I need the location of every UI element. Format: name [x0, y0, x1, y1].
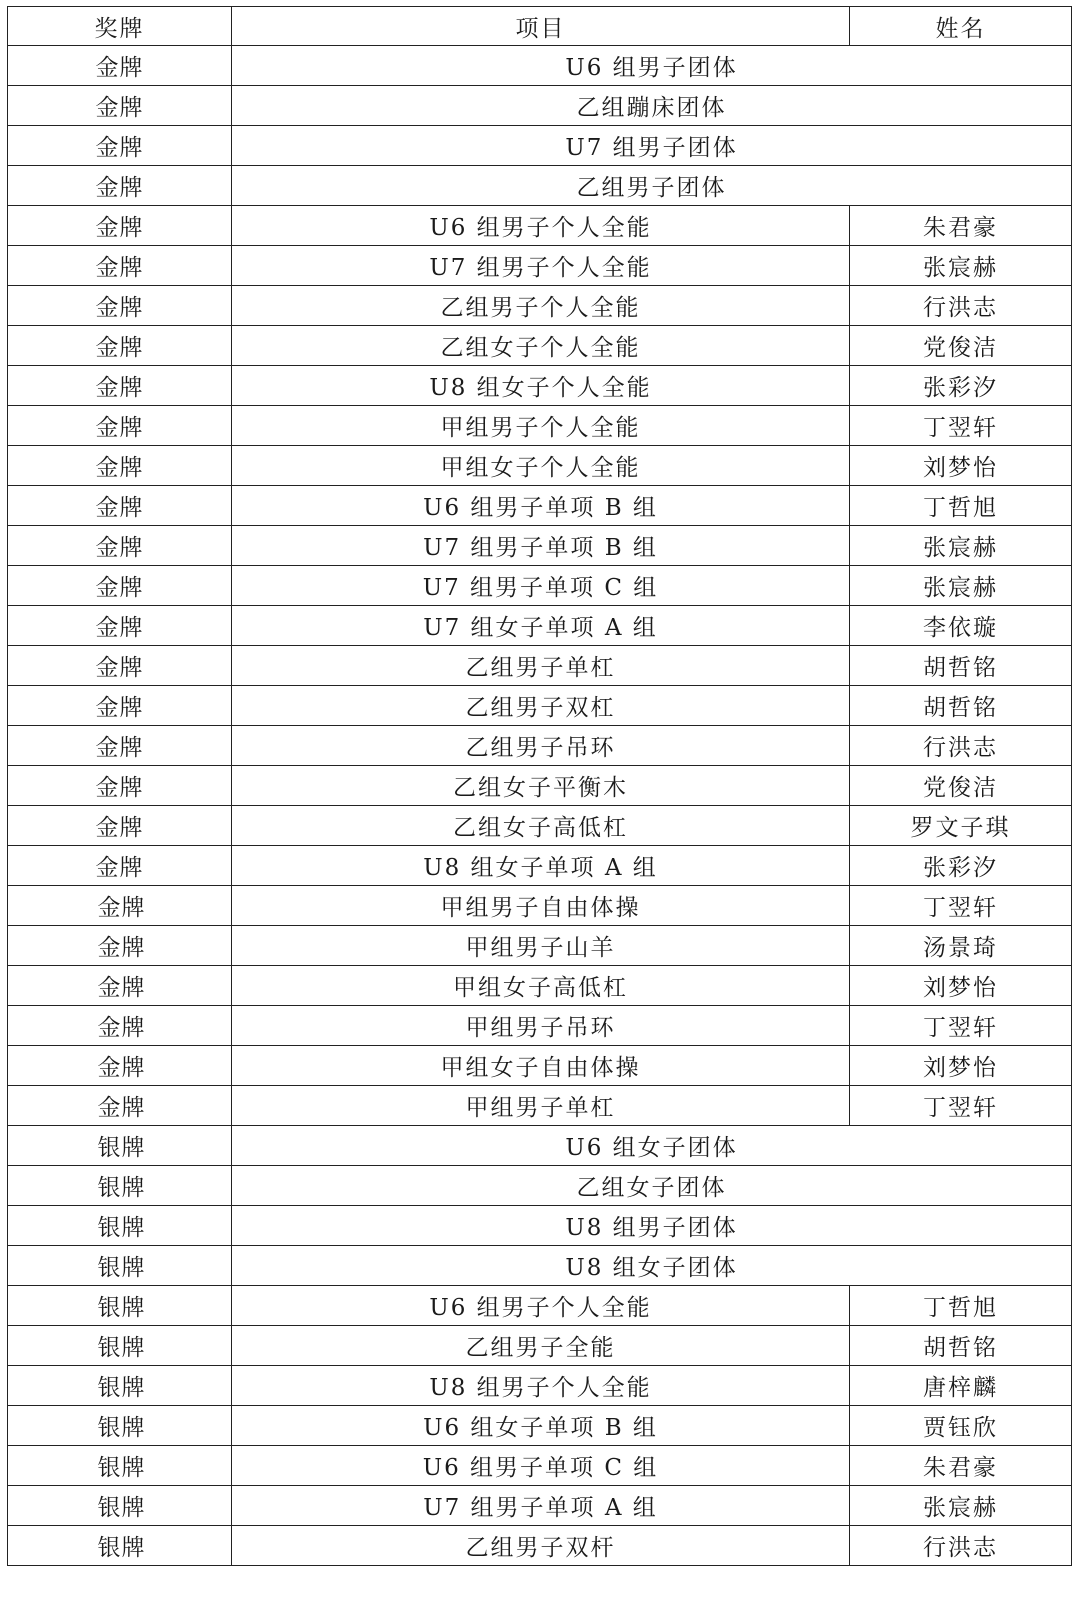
name-cell: 张宸赫 — [850, 566, 1072, 606]
medal-cell: 金牌 — [8, 86, 232, 126]
medal-cell: 金牌 — [8, 46, 232, 86]
medal-cell: 金牌 — [8, 206, 232, 246]
name-cell: 丁翌轩 — [850, 406, 1072, 446]
event-cell: U7 组男子个人全能 — [232, 246, 850, 286]
medal-cell: 金牌 — [8, 926, 232, 966]
event-cell: U7 组男子单项 A 组 — [232, 1486, 850, 1526]
name-cell: 丁哲旭 — [850, 486, 1072, 526]
event-cell: 乙组女子团体 — [232, 1166, 1072, 1206]
table-row — [8, 846, 1072, 886]
table-row — [8, 766, 1072, 806]
event-cell: 甲组男子山羊 — [232, 926, 850, 966]
table-row — [8, 926, 1072, 966]
name-cell: 行洪志 — [850, 1526, 1072, 1566]
event-cell: U8 组男子个人全能 — [232, 1366, 850, 1406]
name-cell: 罗文子琪 — [850, 806, 1072, 846]
table-row — [8, 1326, 1072, 1366]
medal-cell: 银牌 — [8, 1406, 232, 1446]
medal-cell: 金牌 — [8, 1046, 232, 1086]
table-row — [8, 566, 1072, 606]
event-cell: U7 组男子单项 B 组 — [232, 526, 850, 566]
name-cell: 行洪志 — [850, 726, 1072, 766]
name-cell: 张宸赫 — [850, 246, 1072, 286]
medal-cell: 金牌 — [8, 806, 232, 846]
event-cell: 乙组蹦床团体 — [232, 86, 1072, 126]
table-row — [8, 646, 1072, 686]
medal-cell: 金牌 — [8, 446, 232, 486]
table-row — [8, 446, 1072, 486]
event-cell: U8 组女子团体 — [232, 1246, 1072, 1286]
table-row — [8, 1406, 1072, 1446]
table-row — [8, 606, 1072, 646]
table-row — [8, 206, 1072, 246]
medal-cell: 金牌 — [8, 766, 232, 806]
event-cell: 乙组男子双杆 — [232, 1526, 850, 1566]
name-cell: 李依璇 — [850, 606, 1072, 646]
header-event: 项目 — [232, 7, 850, 46]
medal-cell: 金牌 — [8, 1006, 232, 1046]
table-row — [8, 526, 1072, 566]
event-cell: U7 组男子单项 C 组 — [232, 566, 850, 606]
medal-cell: 金牌 — [8, 886, 232, 926]
medal-cell: 金牌 — [8, 166, 232, 206]
table-row — [8, 1246, 1072, 1286]
medal-cell: 银牌 — [8, 1326, 232, 1366]
name-cell: 丁翌轩 — [850, 1006, 1072, 1046]
event-cell: U8 组女子个人全能 — [232, 366, 850, 406]
event-cell: U6 组男子单项 C 组 — [232, 1446, 850, 1486]
medal-cell: 金牌 — [8, 126, 232, 166]
name-cell: 刘梦怡 — [850, 966, 1072, 1006]
name-cell: 张宸赫 — [850, 526, 1072, 566]
event-cell: 乙组男子单杠 — [232, 646, 850, 686]
name-cell: 党俊洁 — [850, 766, 1072, 806]
event-cell: 乙组男子双杠 — [232, 686, 850, 726]
name-cell: 张宸赫 — [850, 1486, 1072, 1526]
event-cell: 乙组男子个人全能 — [232, 286, 850, 326]
medal-cell: 金牌 — [8, 526, 232, 566]
name-cell: 胡哲铭 — [850, 686, 1072, 726]
name-cell: 刘梦怡 — [850, 446, 1072, 486]
medal-table — [7, 6, 1072, 1566]
name-cell: 丁翌轩 — [850, 886, 1072, 926]
event-cell: 乙组男子团体 — [232, 166, 1072, 206]
name-cell: 唐梓麟 — [850, 1366, 1072, 1406]
medal-cell: 银牌 — [8, 1446, 232, 1486]
medal-cell: 银牌 — [8, 1246, 232, 1286]
event-cell: 乙组女子高低杠 — [232, 806, 850, 846]
event-cell: U7 组女子单项 A 组 — [232, 606, 850, 646]
event-cell: U6 组女子团体 — [232, 1126, 1072, 1166]
event-cell: 乙组女子平衡木 — [232, 766, 850, 806]
medal-cell: 银牌 — [8, 1286, 232, 1326]
table-row — [8, 806, 1072, 846]
name-cell: 行洪志 — [850, 286, 1072, 326]
medal-cell: 金牌 — [8, 1086, 232, 1126]
table-row — [8, 686, 1072, 726]
medal-cell: 银牌 — [8, 1206, 232, 1246]
name-cell: 党俊洁 — [850, 326, 1072, 366]
header-name: 姓名 — [850, 7, 1072, 46]
event-cell: 甲组女子个人全能 — [232, 446, 850, 486]
event-cell: 乙组男子全能 — [232, 1326, 850, 1366]
medal-cell: 金牌 — [8, 326, 232, 366]
medal-cell: 银牌 — [8, 1126, 232, 1166]
table-row — [8, 726, 1072, 766]
medal-cell: 金牌 — [8, 366, 232, 406]
event-cell: 甲组女子高低杠 — [232, 966, 850, 1006]
event-cell: 乙组女子个人全能 — [232, 326, 850, 366]
medal-cell: 金牌 — [8, 686, 232, 726]
event-cell: 甲组男子吊环 — [232, 1006, 850, 1046]
name-cell: 张彩汐 — [850, 846, 1072, 886]
table-row — [8, 46, 1072, 86]
event-cell: 乙组男子吊环 — [232, 726, 850, 766]
table-row — [8, 1526, 1072, 1566]
name-cell: 丁翌轩 — [850, 1086, 1072, 1126]
medal-cell: 金牌 — [8, 286, 232, 326]
table-row — [8, 1166, 1072, 1206]
name-cell: 胡哲铭 — [850, 1326, 1072, 1366]
header-row — [8, 7, 1072, 46]
event-cell: U8 组女子单项 A 组 — [232, 846, 850, 886]
event-cell: 甲组男子个人全能 — [232, 406, 850, 446]
table-row — [8, 1086, 1072, 1126]
name-cell: 贾钰欣 — [850, 1406, 1072, 1446]
medal-cell: 银牌 — [8, 1486, 232, 1526]
name-cell: 丁哲旭 — [850, 1286, 1072, 1326]
event-cell: U6 组女子单项 B 组 — [232, 1406, 850, 1446]
table-row — [8, 1286, 1072, 1326]
table-row — [8, 886, 1072, 926]
table-row — [8, 1126, 1072, 1166]
name-cell: 胡哲铭 — [850, 646, 1072, 686]
event-cell: 甲组男子自由体操 — [232, 886, 850, 926]
medal-cell: 银牌 — [8, 1526, 232, 1566]
table-row — [8, 86, 1072, 126]
name-cell: 张彩汐 — [850, 366, 1072, 406]
medal-table-sheet — [7, 6, 1071, 1566]
event-cell: U7 组男子团体 — [232, 126, 1072, 166]
table-row — [8, 1446, 1072, 1486]
event-cell: 甲组女子自由体操 — [232, 1046, 850, 1086]
medal-cell: 金牌 — [8, 726, 232, 766]
header-medal: 奖牌 — [8, 7, 232, 46]
name-cell: 朱君豪 — [850, 1446, 1072, 1486]
table-row — [8, 1046, 1072, 1086]
table-row — [8, 1486, 1072, 1526]
table-row — [8, 326, 1072, 366]
table-row — [8, 1366, 1072, 1406]
table-row — [8, 246, 1072, 286]
medal-cell: 金牌 — [8, 486, 232, 526]
name-cell: 刘梦怡 — [850, 1046, 1072, 1086]
table-row — [8, 366, 1072, 406]
name-cell: 朱君豪 — [850, 206, 1072, 246]
table-row — [8, 966, 1072, 1006]
event-cell: U6 组男子单项 B 组 — [232, 486, 850, 526]
table-row — [8, 486, 1072, 526]
table-row — [8, 286, 1072, 326]
medal-cell: 金牌 — [8, 646, 232, 686]
medal-cell: 银牌 — [8, 1166, 232, 1206]
medal-cell: 银牌 — [8, 1366, 232, 1406]
table-row — [8, 1006, 1072, 1046]
table-row — [8, 406, 1072, 446]
event-cell: U8 组男子团体 — [232, 1206, 1072, 1246]
medal-table-body — [8, 7, 1072, 1566]
table-row — [8, 166, 1072, 206]
event-cell: 甲组男子单杠 — [232, 1086, 850, 1126]
name-cell: 汤景琦 — [850, 926, 1072, 966]
medal-cell: 金牌 — [8, 846, 232, 886]
medal-cell: 金牌 — [8, 246, 232, 286]
event-cell: U6 组男子个人全能 — [232, 1286, 850, 1326]
table-row — [8, 1206, 1072, 1246]
medal-cell: 金牌 — [8, 966, 232, 1006]
medal-cell: 金牌 — [8, 566, 232, 606]
event-cell: U6 组男子团体 — [232, 46, 1072, 86]
medal-cell: 金牌 — [8, 406, 232, 446]
medal-cell: 金牌 — [8, 606, 232, 646]
event-cell: U6 组男子个人全能 — [232, 206, 850, 246]
table-row — [8, 126, 1072, 166]
